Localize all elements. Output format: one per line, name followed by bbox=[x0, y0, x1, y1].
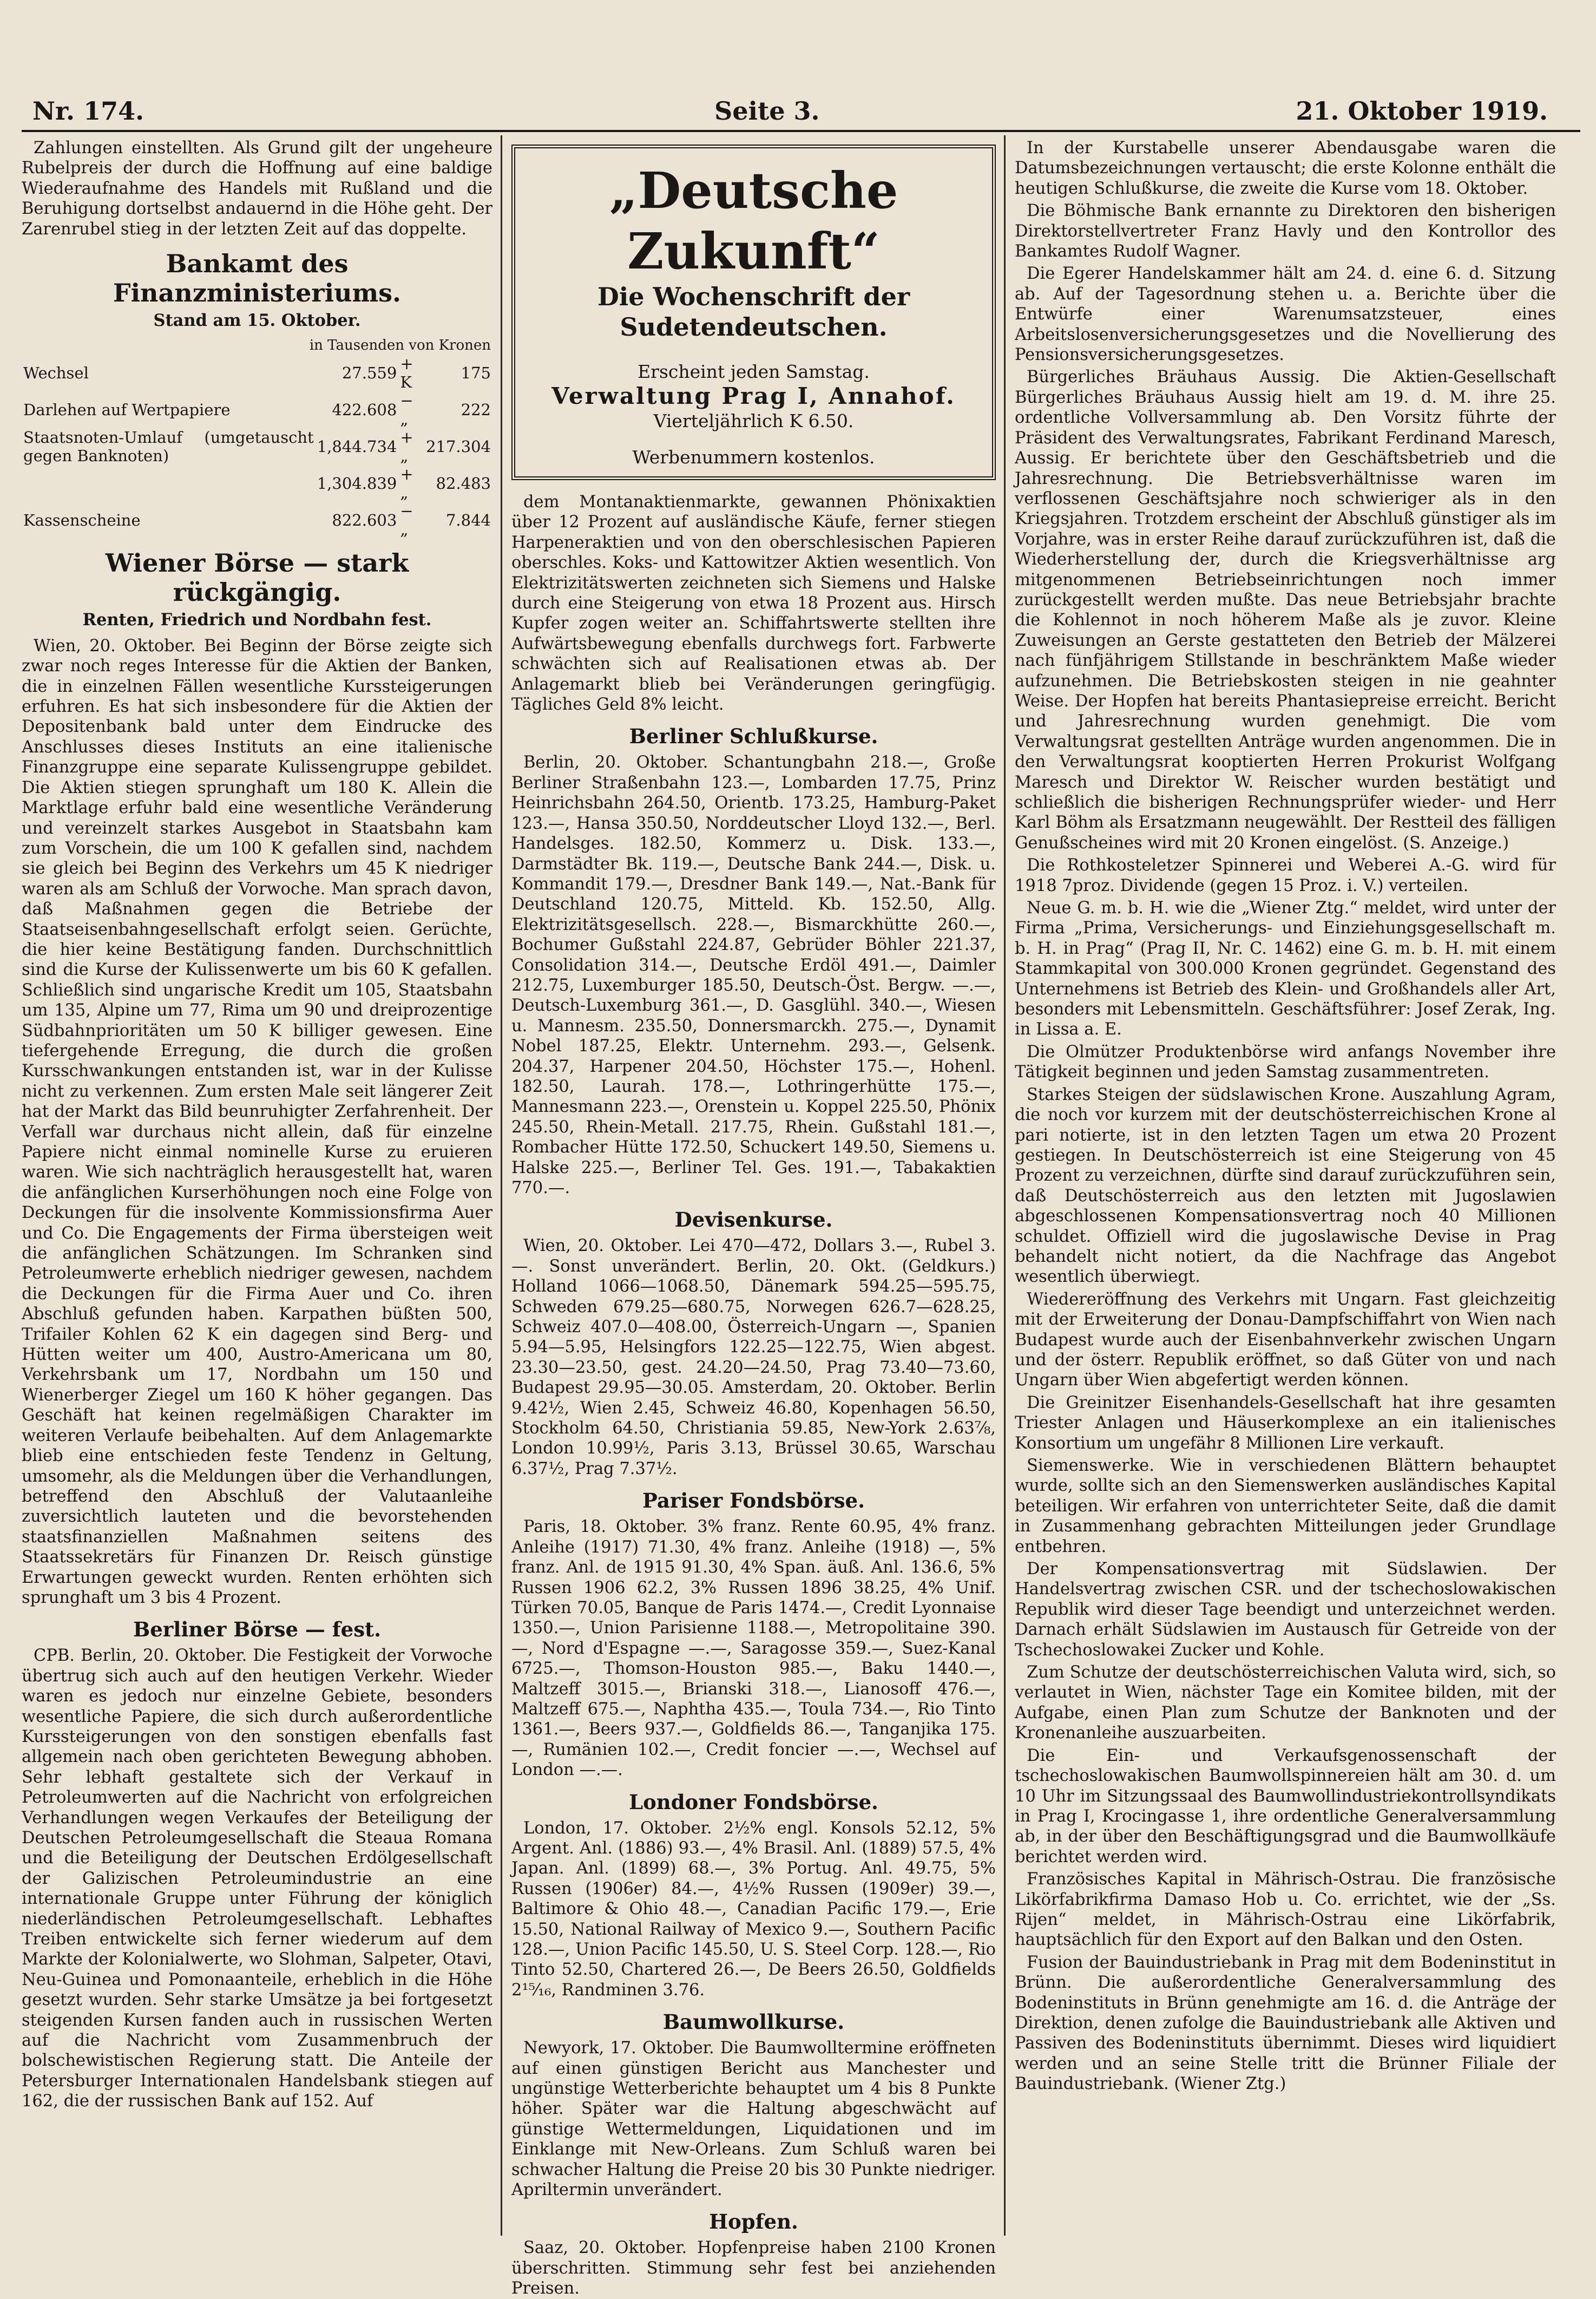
news-item: Wiedereröffnung des Verkehrs mit Ungarn. Fast gleichzeitig mit der Erweiterung der Donau-Dampfschiffahrt von Wien nach Budapest wurde auch der Eisenbahnverkehr zwischen Ungarn und der österr. Republik eröffnet, so daß Güter von und nach Ungarn über Wien abgefertigt werden können. bbox=[1015, 1289, 1556, 1390]
newspaper-page bbox=[22, 0, 1580, 2298]
news-item: Die Olmützer Produktenbörse wird anfangs November ihre Tätigkeit beginnen und jeden Samstag zusammentreten. bbox=[1015, 1042, 1556, 1082]
news-item: Die Egerer Handelskammer hält am 24. d. eine 6. d. Sitzung ab. Auf der Tagesordnung stehen u. a. Berichte über die Entwürfe einer Warenumsatzsteuer, eines Arbeitslosenversicherungsgesetzes und die Novellierung des Pensionsversicherungsgesetzes. bbox=[1015, 264, 1556, 365]
ad-price: Vierteljährlich K 6.50. bbox=[653, 410, 854, 431]
table-row: Wechsel 27.559 + K 175 bbox=[23, 355, 491, 392]
table-row: Darlehen auf Wertpapiere 422.608 − „ 222 bbox=[23, 391, 491, 429]
page-number: Seite 3. bbox=[714, 96, 820, 126]
news-item: Französisches Kapital in Mährisch-Ostrau. Die französische Likörfabrikfirma Damaso Hob u. Co. errichtet, wie der „Ss. Rijen“ meldet, in Mährisch-Ostrau eine Likörfabrik, hauptsächlich für den Export auf den Balkan und den Osten. bbox=[1015, 1870, 1556, 1950]
ad-note: Werbenummern kostenlos. bbox=[632, 447, 875, 468]
news-item: Starkes Steigen der südslawischen Krone. Auszahlung Agram, die noch vor kurzem mit der deutschösterreichischen Krone al pari notierte, ist in den letzten Tagen um etwa 20 Prozent gestiegen. In Deutschösterreich ist eine Steigerung von 45 Prozent zu verzeichnen, dürfte sind darauf zurückzuführen sein, daß Deutschösterreich aus den letzten mit Jugoslawien abgeschlossenen Kompensationsvertrag noch 40 Millionen schuldet. Offiziell wird die jugoslawische Devise in Prag behandelt nicht notiert, da die Nachfrage das Angebot wesentlich überwiegt. bbox=[1015, 1085, 1556, 1287]
paris-text: Paris, 18. Oktober. 3% franz. Rente 60.95, 4% franz. Anleihe (1917) 71.30, 4% franz. Anleihe (1918) —, 5% franz. Anl. de 1915 91.30, 4% Span. äuß. Anl. 136.6, 5% Russen 1906 62.2, 3% Russen 1896 38.25, 4% Unif. Türken 70.05, Banque de Paris 1474.—, Credit Lyonnaise 1350.—, Union Parisienne 1188.—, Metropolitaine 390.—, Nord d'Espagne —.—, Saragosse 359.—, Suez-Kanal 6725.—, Thomson-Houston 985.—, Baku 1440.—, Maltzeff 3015.—, Brianski 318.—, Lianosoff 476.—, Maltzeff 675.—, Naphtha 435.—, Toula 734.—, Rio Tinto 1361.—, Beers 937.—, Goldfields 86.—, Tanganjika 175.—, Rumänien 102.—, Credit foncier —.—, Wechsel auf London —.—. bbox=[511, 1517, 996, 1780]
news-item: Die Ein- und Verkaufsgenossenschaft der tschechoslowakischen Baumwollspinnereien hält am 30. d. um 10 Uhr im Sitzungssaal des Baumwollindustriekontrollsyndikats in Prag I, Krocingasse 1, ihre ordentliche Generalversammlung ab, in der über den Beschäftigungsgrad und die Baumwollkäufe berichtet werden wird. bbox=[1015, 1746, 1556, 1866]
paris-title: Pariser Fondsbörse. bbox=[642, 1489, 865, 1513]
bank-section-subtitle: Stand am 15. Oktober. bbox=[153, 311, 361, 331]
boerse-title: Wiener Börse — stark rückgängig. bbox=[105, 548, 409, 607]
berlin-rates-text: Berlin, 20. Oktober. Schantungbahn 218.—, Große Berliner Straßenbahn 123.—, Lombarden 17.75, Prinz Heinrichsbahn 264.50, Orientb. 173.25, Hamburg-Paket 123.—, Hansa 350.50, Norddeutscher Lloyd 132.—, Berl. Handelsges. 182.50, Kommerz u. Disk. 133.—, Darmstädter Bk. 119.—, Deutsche Bank 244.—, Disk. u. Kommandit 179.—, Dresdner Bank 149.—, Nat.-Bank für Deutschland 120.75, Mitteld. Kb. 152.50, Allg. Elektrizitätsgesellsch. 228.—, Bismarckhütte 260.—, Bochumer Gußstahl 224.87, Gebrüder Böhler 221.37, Consolidation 314.—, Deutsche Erdöl 491.—, Daimler 212.75, Luxemburger 185.50, Deutsch-Öst. Bergw. —.—, Deutsch-Luxemburg 361.—, D. Gasglühl. 340.—, Wiesen u. Mannesm. 235.50, Donnersmarckh. 275.—, Dynamit Nobel 187.25, Elektr. Unternehm. 293.—, Gelsenk. 204.37, Harpener 204.50, Höchster 175.—, Hohenl. 182.50, Laurah. 178.—, Lothringerhütte 175.—, Mannesmann 223.—, Orenstein u. Koppel 225.50, Phönix 245.50, Rhein-Metall. 217.75, Rhein. Gußstahl 181.—, Rombacher Hütte 172.50, Schuckert 149.50, Siemens u. Halske 225.—, Berliner Tel. Ges. 191.—, Tabakaktien 770.—. bbox=[511, 753, 996, 1197]
news-item: Die Rothkosteletzer Spinnerei und Weberei A.-G. wird für 1918 7proz. Dividende (gegen 15 Proz. i. V.) verteilen. bbox=[1015, 856, 1556, 895]
column-divider bbox=[1004, 135, 1006, 2236]
hops-title: Hopfen. bbox=[709, 2210, 798, 2234]
cotton-text: Newyork, 17. Oktober. Die Baumwolltermine eröffneten auf einen günstigen Bericht aus Manchester und ungünstige Wetterberichte behauptet um 4 bis 8 Punkte höher. Später war die Haltung abgeschwächt auf günstige Wettermeldungen, Liquidationen und im Einklange mit New-Orleans. Zum Schluß waren bei schwacher Haltung die Preise 20 bis 30 Punkte niedriger. Apriltermin unverändert. bbox=[511, 2039, 996, 2200]
boerse-article: Wien, 20. Oktober. Bei Beginn der Börse zeigte sich zwar noch reges Interesse für die Aktien der Banken, die in einzelnen Fällen wesentliche Kurssteigerungen erfuhren. Es hat sich insbesondere für die Aktien der Depositenbank bald unter dem Eindrucke des Anschlusses dieses Instituts an eine italienische Finanzgruppe eine separate Kulissengruppe gebildet. Die Aktien stiegen sprunghaft um 180 K. Allein die Marktlage erfuhr bald eine wesentliche Veränderung und vereinzelt starkes Ausgebot in Staatsbahn kam zum Vorschein, die um 100 K gefallen sind, nachdem sie gleich bei Beginn des Verkehrs um 45 K niedriger waren als am Schluß der Vorwoche. Man sprach davon, daß Maßnahmen gegen die Betriebe der Staatseisenbahngesellschaft erfolgt seien. Gerüchte, die hier keine Bestätigung fanden. Durchschnittlich sind die Kurse der Kulissenwerte um bis 60 K gefallen. Schließlich sind ungarische Kredit um 105, Staatsbahn um 135, Alpine um 77, Rima um 90 und dreiprozentige Südbahnprioritäten um 50 K billiger gewesen. Eine tiefergehende Erregung, die durch die großen Kursschwankungen entstanden ist, war in der Kulisse nicht zu verkennen. Zum ersten Male seit längerer Zeit hat der Markt das Bild beunruhigter Zerfahrenheit. Der Verfall war durchaus nicht allein, daß für einzelne Papiere nicht einmal nominelle Kurse zu eruieren waren. Wie sich nachträglich herausgestellt hat, waren die anfänglichen Kurserhöhungen noch eine Folge von Deckungen für die insolvente Kommissionsfirma Auer und Co. Die Engagements der Firma übersteigen weit die anfänglichen Schätzungen. Im Schranken sind Petroleumwerte erheblich niedriger gewesen, nachdem die Deckungen für die Firma Auer und Co. ihren Abschluß gefunden haben. Karpathen büßten 500, Trifailer Kohlen 62 K ein dagegen sind Berg- und Hütten weiter um 400, Austro-Americana um 80, Verkehrsbank um 17, Nordbahn um 150 und Wienerberger Ziegel um 160 K höher gegangen. Das Geschäft hat keinen regelmäßigen Charakter im weiteren Verlaufe beibehalten. Auf dem Anlagemarkte blieb eine entschieden feste Tendenz in Geltung, umsomehr, als die Meldungen über die Verhandlungen, betreffend den Abschluß der Valutaanleihe zuversichtlich lauteten und die bevorstehenden staatsfinanziellen Maßnahmen seitens des Staatssekretärs für Finanzen Dr. Reisch günstige Erwartungen geweckt wurden. Renten erhöhten sich sprunghaft um 3 bis 4 Prozent. bbox=[22, 636, 492, 1607]
table-row: Staatsnoten-Umlauf (umgetauscht gegen Banknoten) 1,844.734 + „ 217.304 bbox=[23, 428, 491, 466]
table-row: 1,304.839 + „ 82.483 bbox=[317, 465, 491, 502]
page-header bbox=[22, 81, 1580, 132]
news-item: Die Böhmische Bank ernannte zu Direktoren den bisherigen Direktorstellvertreter Franz Havly und den Kontrollor des Bankamtes Rudolf Wagner. bbox=[1015, 201, 1556, 261]
london-text: London, 17. Oktober. 2½% engl. Konsols 52.12, 5% Argent. Anl. (1886) 93.—, 4% Brasil. Anl. (1889) 57.5, 4% Japan. Anl. (1899) 68.—, 3% Portug. Anl. 49.75, 5% Russen (1906er) 84.—, 4½% Russen (1909er) 39.—, Baltimore & Ohio 48.—, Canadian Pacific 179.—, Erie 15.50, National Railway of Mexico 9.—, Southern Pacific 128.—, Union Pacific 145.50, U. S. Steel Corp. 128.—, Rio Tinto 52.50, Chartered 26.—, De Beers 26.50, Goldfields 2¹⁵⁄₁₆, Randminen 3.76. bbox=[511, 1818, 996, 2000]
berlin-boerse-article: CPB. Berlin, 20. Oktober. Die Festigkeit der Vorwoche übertrug sich auch auf den heutigen Verkehr. Wieder waren es jedoch nur einzelne Gebiete, besonders wesentliche Papiere, die sich durch außerordentliche Kurssteigerungen von den sonstigen ebenfalls fast allgemein nach oben gerichteten Bewegung abhoben. Sehr lebhaft gestaltete sich der Verkauf in Petroleumwerten auf die Nachricht von erfolgreichen Verhandlungen wegen Verkaufes der Beteiligung der Deutschen Petroleumgesellschaft die Steaua Romana und die Beteiligung der Deutschen Erdölgesellschaft der Galizischen Petroleumindustrie an eine internationale Gruppe unter Führung der königlich niederländischen Petroleumgesellschaft. Lebhaftes Treiben entwickelte sich ferner wiederum auf dem Markte der Kolonialwerte, wo Slohman, Salpeter, Otavi, Neu-Guinea und Pomonaanteile, erheblich in die Höhe gesetzt wurden. Sehr starke Umsätze ja bei fortgesetzt steigenden Kursen fanden auch in russischen Werten auf die Nachricht vom Zusammenbruch der bolschewistischen Regierung statt. Die Anteile der Petersburger Internationalen Handelsbank stiegen auf 162, die der russischen Bank auf 152. Auf bbox=[22, 1646, 492, 2111]
news-item: Bürgerliches Bräuhaus Aussig. Die Aktien-Gesellschaft Bürgerliches Bräuhaus Aussig hielt am 19. d. M. ihre 25. ordentliche Vollversammlung ab. Den Vorsitz führte der Präsident des Verwaltungsrates, Fabrikant Ferdinand Maresch, Aussig. Er berichtete über den Geschäftsbetrieb und die Jahresrechnung. Die Betriebsverhältnisse waren im verflossenen Geschäftsjahre noch schwieriger als in den Kriegsjahren. Trotzdem erscheint der Abschluß günstiger als im Vorjahre, was in erster Reihe darauf zurückzuführen ist, daß die Wiederherstellung der, durch die Kriegsverhältnisse arg mitgenommenen Betriebseinrichtungen noch immer zurückgestellt werden mußte. Das neue Betriebsjahr brachte die Kohlennot in noch höherem Maße als je zuvor. Kleine Zuweisungen an Gerste gestatteten den Betrieb der Mälzerei nach fünfjährigem Stillstande in beschränktem Maße wieder aufzunehmen. Die Betriebskosten steigen in nie geahnter Weise. Der Hopfen hat bereits Phantasiepreise erreicht. Bericht und Jahresrechnung wurden genehmigt. Die vom Verwaltungsrat gestellten Anträge wurden angenommen. Die in den Verwaltungsrat kooptierten Herren Prokurist Wolfgang Maresch und Direktor W. Reischer wurden bestätigt und schließlich die bisherigen Rechnungsprüfer wieder- und Herr Karl Böhm als Ersatzmann neugewählt. Der Restteil des fälligen Genußscheines wird mit 20 Kronen eingelöst. (S. Anzeige.) bbox=[1015, 368, 1556, 853]
news-item: Der Kompensationsvertrag mit Südslawien. Der Handelsvertrag zwischen CSR. und der tschechoslowakischen Republik wird dieser Tage beendigt und unterzeichnet werden. Darnach erhält Südslawien im Austausch für Getreide von der Tschechoslowakei Zucker und Kohle. bbox=[1015, 1560, 1556, 1660]
table-row: Kassenscheine 822.603 − „ 7.844 bbox=[23, 502, 491, 539]
boerse-subtitle: Renten, Friedrich und Nordbahn fest. bbox=[82, 610, 432, 630]
cotton-title: Baumwollkurse. bbox=[662, 2010, 845, 2034]
column-divider bbox=[501, 135, 502, 2236]
news-item: Die Greinitzer Eisenhandels-Gesellschaft hat ihre gesamten Triester Anlagen und Häuserkomplexe an ein italienisches Konsortium um ungefähr 8 Millionen Lire verkauft. bbox=[1015, 1393, 1556, 1453]
news-item: In der Kurstabelle unserer Abendausgabe waren die Datumsbezeichnungen vertauscht; die erste Kolonne enthält die heutigen Schlußkurse, die zweite die Kurse vom 18. Oktober. bbox=[1015, 139, 1556, 198]
news-item: Neue G. m. b. H. wie die „Wiener Ztg.“ meldet, wird unter der Firma „Prima, Versicherungs- und Einziehungsgesellschaft m. b. H. in Prag“ (Prag II, Nr. C. 1462) eine G. m. b. H. mit einem Stammkapital von 300.000 Kronen gegründet. Gegenstand des Unternehmens ist Betrieb des Klein- und Großhandels aller Art, besonders mit Lebensmitteln. Geschäftsführer: Josef Zerak, Ing. in Lissa a. E. bbox=[1015, 899, 1556, 1039]
issue-date: 21. Oktober 1919. bbox=[1296, 96, 1548, 126]
news-item: Zum Schutze der deutschösterreichischen Valuta wird, sich, so verlautet in Wien, nächster Tage ein Komitee bilden, mit der Aufgabe, einen Plan zum Schutze der Banknoten und der Kronenanleihe auszuarbeiten. bbox=[1015, 1663, 1556, 1743]
currency-rates-title: Devisenkurse. bbox=[674, 1208, 833, 1232]
news-item: Fusion der Bauindustriebank in Prag mit dem Bodeninstitut in Brünn. Die außerordentliche Generalversammlung des Bodeninstituts in Brünn genehmigte am 16. d. die Anträge der Direktion, denen zufolge die Bauindustriebank alle Aktiven und Passiven des Bodeninstituts übernimmt. Dieses wird liquidiert werden und an seine Stelle tritt die Brünner Filiale der Bauindustriebank. (Wiener Ztg.) bbox=[1015, 1953, 1556, 2094]
lead-paragraph: Zahlungen einstellten. Als Grund gilt der ungeheure Rubelpreis der durch die Hoffnung auf eine baldige Wiederaufnahme des Handels mit Rußland und die Beruhigung dortselbst andauernd in die Höhe geht. Der Zarenrubel stieg in der letzten Zeit auf das doppelte. bbox=[22, 139, 492, 239]
advertisement-box bbox=[511, 145, 996, 480]
berlin-boerse-title: Berliner Börse — fest. bbox=[133, 1617, 382, 1642]
issue-number: Nr. 174. bbox=[32, 96, 145, 126]
ad-subtitle: Die Wochenschrift der Sudetendeutschen. bbox=[597, 282, 910, 342]
column-2 bbox=[511, 138, 996, 2298]
london-title: Londoner Fondsbörse. bbox=[629, 1790, 878, 1814]
column-3 bbox=[1015, 138, 1556, 2238]
article-continuation: dem Montanaktienmarkte, gewannen Phönixaktien über 12 Prozent auf ausländische Käufe, ferner stiegen Harpeneraktien und von den oberschlesischen Papieren oberschles. Koks- und Kattowitzer Aktien wesentlich. Von Elektrizitätswerten zeichneten sich Siemens und Halske durch eine Steigerung von etwa 18 Prozent aus. Hirsch Kupfer zogen weiter an. Schiffahrtswerte stellten ihre Aufwärtsbewegung ebenfalls durchwegs fort. Farbwerte schwächten sich auf Realisationen etwas ab. Der Anlagemarkt blieb bei Veränderungen geringfügig. Tägliches Geld 8% leicht. bbox=[511, 493, 996, 715]
ad-line: Erscheint jeden Samstag. bbox=[638, 361, 870, 382]
ad-title: „Deutsche Zukunft“ bbox=[609, 161, 898, 280]
ad-address: Verwaltung Prag I, Annahof. bbox=[551, 383, 956, 410]
bank-section-title: Bankamt des Finanzministeriums. bbox=[113, 249, 402, 308]
hops-text: Saaz, 20. Oktober. Hopfenpreise haben 2100 Kronen überschritten. Stimmung sehr fest bei anziehenden Preisen. bbox=[511, 2238, 996, 2298]
news-item: Siemenswerke. Wie in verschiedenen Blättern behauptet wurde, sollte sich an den Siemenswerken ausländisches Kapital beteiligen. Wir erfahren von unterrichteter Seite, daß die damit in Zusammenhang gebrachten Mitteilungen jeder Grundlage entbehren. bbox=[1015, 1456, 1556, 1556]
currency-rates-text: Wien, 20. Oktober. Lei 470—472, Dollars 3.—, Rubel 3.—. Sonst unverändert. Berlin, 20. Okt. (Geldkurs.) Holland 1066—1068.50, Dänemark 594.25—595.75, Schweden 679.25—680.75, Norwegen 626.7—628.25, Schweiz 407.0—408.00, Österreich-Ungarn —, Spanien 5.94—5.95, Helsingfors 122.25—122.75, Wien abgest. 23.30—23.50, gest. 24.20—24.50, Prag 73.40—73.60, Budapest 29.95—30.05. Amsterdam, 20. Oktober. Berlin 9.42½, Wien 2.45, Schweiz 46.80, Kopenhagen 56.50, Stockholm 64.50, Christiania 59.85, New-York 2.63⅞, London 10.99½, Paris 3.13, Brüssel 30.65, Warschau 6.37½, Prag 7.37½. bbox=[511, 1236, 996, 1478]
column-1 bbox=[22, 138, 492, 2238]
bank-table bbox=[22, 336, 492, 539]
bank-unit: in Tausenden von Kronen bbox=[309, 337, 491, 354]
berlin-rates-title: Berliner Schlußkurse. bbox=[629, 724, 878, 749]
